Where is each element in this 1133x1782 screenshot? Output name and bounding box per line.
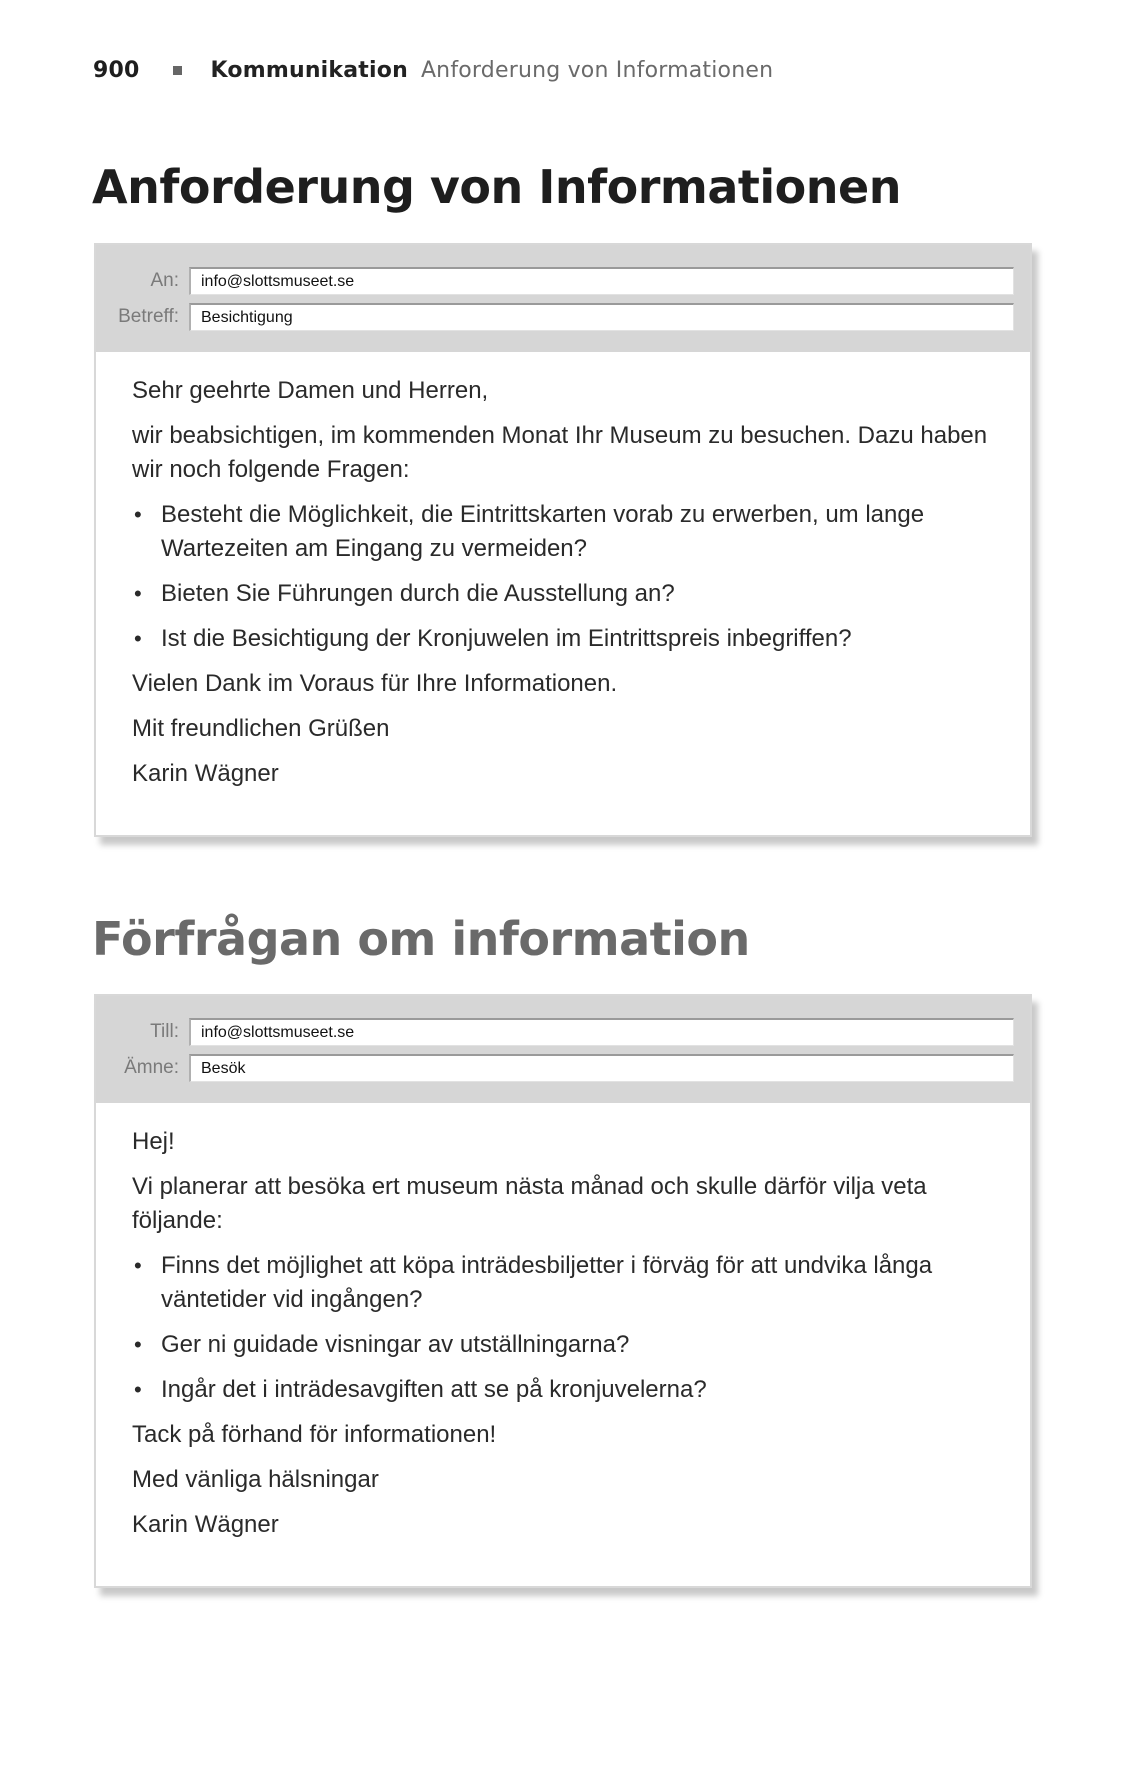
email-header [96,245,1030,352]
question-text: Ist die Besichtigung der Kronjuwelen im Eintrittspreis inbegriffen? [161,625,852,652]
subject-label: Ämne: [124,1057,179,1078]
closing: Med vänliga hälsningar [132,1466,379,1493]
list-item [132,577,994,611]
email-header [96,996,1030,1103]
subject-row [96,1054,1030,1082]
subject-field[interactable]: Besichtigung [189,303,1014,331]
to-field[interactable]: info@slottsmuseet.se [189,1018,1014,1046]
salutation: Hej! [132,1128,175,1155]
swedish-email-window [94,994,1032,1588]
swedish-heading: Förfrågan om information [92,912,750,966]
bullet-icon: • [134,1332,142,1357]
page-number: 900 [93,57,140,83]
header-topic: Anforderung von Informationen [420,57,774,83]
intro: Vi planerar att besöka ert museum nästa månad och skulle därför vilja veta följande: [132,1173,927,1234]
question-text: Besteht die Möglichkeit, die Eintrittskarten vorab zu erwerben, um lange Wartezeiten am Eingang zu vermeiden? [161,501,925,562]
email-body [96,1103,1030,1542]
german-heading: Anforderung von Informationen [92,160,901,214]
to-row [96,1018,1030,1046]
question-text: Bieten Sie Führungen durch die Ausstellung an? [161,580,675,607]
german-email-window [94,243,1032,837]
question-text: Ingår det i inträdesavgiften att se på kronjuvelerna? [161,1376,707,1403]
subject-label: Betreff: [118,306,179,327]
bullet-icon: • [134,581,142,606]
list-item [132,1328,994,1362]
bullet-icon: • [134,502,142,527]
thanks: Tack på förhand för informationen! [132,1421,497,1448]
thanks: Vielen Dank im Voraus für Ihre Informationen. [132,670,618,697]
email-body [96,352,1030,791]
list-item [132,1249,994,1317]
intro: wir beabsichtigen, im kommenden Monat Ihr Museum zu besuchen. Dazu haben wir noch folgende Fragen: [132,422,988,483]
to-field[interactable]: info@slottsmuseet.se [189,267,1014,295]
list-item [132,622,994,656]
signature: Karin Wägner [132,760,279,787]
bullet-icon: • [134,1253,142,1278]
square-icon [173,66,182,75]
subject-row [96,303,1030,331]
salutation: Sehr geehrte Damen und Herren, [132,377,489,404]
running-header [93,52,773,88]
closing: Mit freundlichen Grüßen [132,715,390,742]
bullet-icon: • [134,626,142,651]
to-row [96,267,1030,295]
to-label: Till: [150,1021,179,1042]
list-item [132,498,994,566]
question-list [132,1249,994,1407]
to-label: An: [150,270,179,291]
subject-field[interactable]: Besök [189,1054,1014,1082]
bullet-icon: • [134,1377,142,1402]
question-text: Finns det möjlighet att köpa inträdesbiljetter i förväg för att undvika långa väntetider vid ingången? [161,1252,933,1313]
header-section: Kommunikation [210,57,408,83]
list-item [132,1373,994,1407]
question-list [132,498,994,656]
signature: Karin Wägner [132,1511,279,1538]
question-text: Ger ni guidade visningar av utställningarna? [161,1331,630,1358]
